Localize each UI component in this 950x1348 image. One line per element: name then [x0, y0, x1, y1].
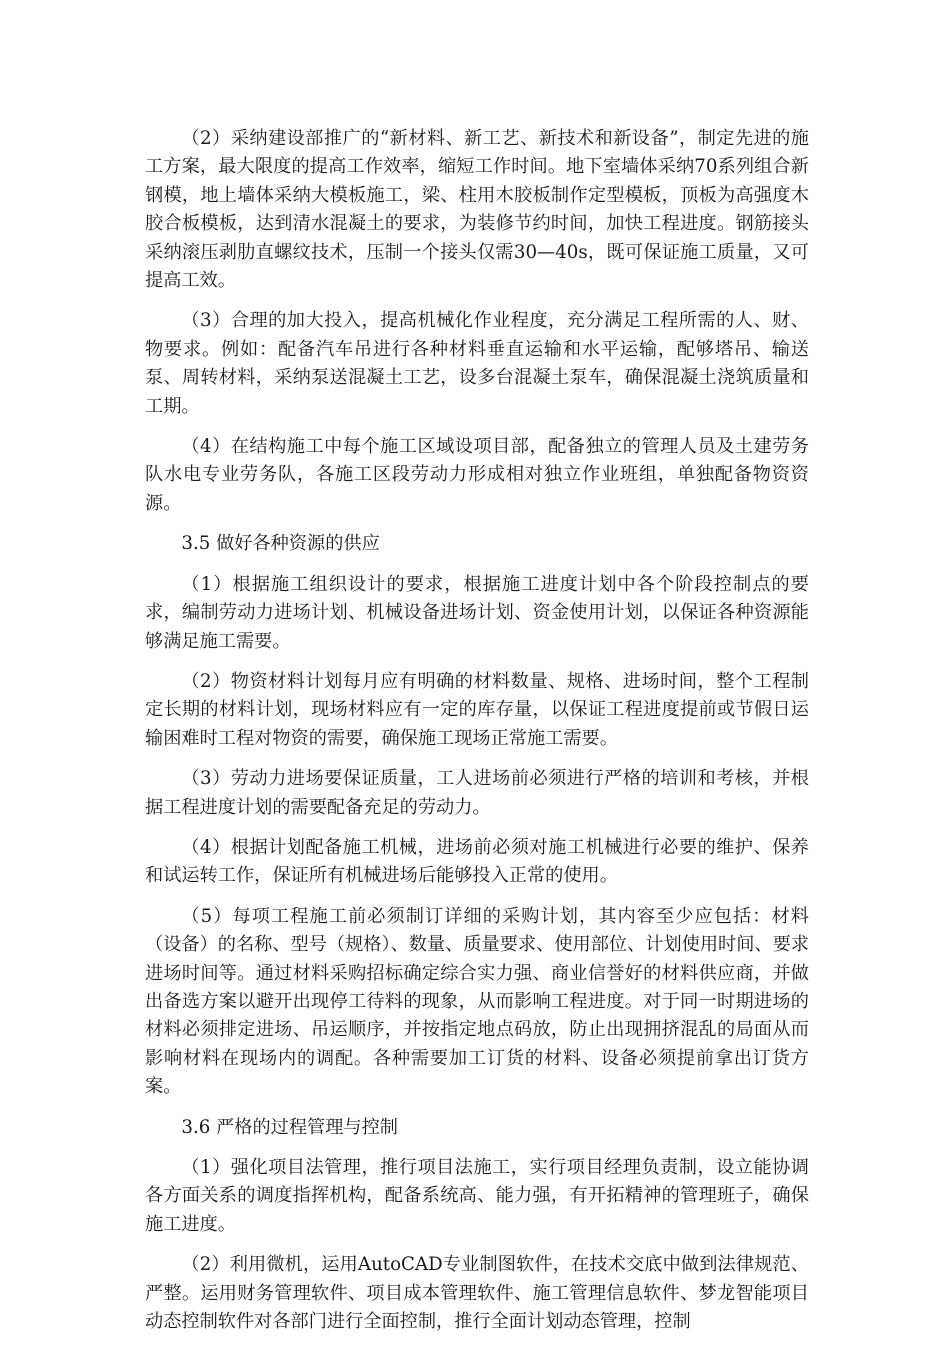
paragraph-software: （2）利用微机，运用AutoCAD专业制图软件，在技术交底中做到法律规范、严整。运用财务管理软件、项目成本管理软件、施工管理信息软件、梦龙智能项目动态控制软件对各部门进行全面控制，推行全面计划动态管理，控制	[145, 1254, 809, 1333]
paragraph-resource-plans: （1）根据施工组织设计的要求，根据施工进度计划中各个阶段控制点的要求，编制劳动力进场计划、机械设备进场计划、资金使用计划，以保证各种资源能够满足施工需要。	[145, 573, 809, 652]
paragraph-procurement: （5）每项工程施工前必须制订详细的采购计划，其内容至少应包括：材料（设备）的名称、型号（规格）、数量、质量要求、使用部位、计划使用时间、要求进场时间等。通过材料采购招标确定综合实力强、商业信誉好的材料供应商，并做出备选方案以避开出现停工待料的现象，从而影响工程进度。对于同一时期进场的材料必须排定进场、吊运顺序，并按指定地点码放，防止出现拥挤混乱的局面从而影响材料在现场内的调配。各种需要加工订货的材料、设备必须提前拿出订货方案。	[145, 905, 809, 1098]
paragraph-labor-quality: （3）劳动力进场要保证质量，工人进场前必须进行严格的培训和考核，并根据工程进度计划的需要配备充足的劳动力。	[145, 768, 809, 818]
paragraph-project-management: （1）强化项目法管理，推行项目法施工，实行项目经理负责制，设立能协调各方面关系的调度指挥机构，配备系统高、能力强，有开拓精神的管理班子，确保施工进度。	[145, 1157, 809, 1235]
document-body	[145, 125, 809, 1348]
paragraph-project-departments: （4）在结构施工中每个施工区域设项目部，配备独立的管理人员及土建劳务队水电专业劳务队，各施工区段劳动力形成相对独立作业班组，单独配备物资资源。	[145, 436, 809, 514]
section-heading-3-6: 3.6 严格的过程管理与控制	[181, 1116, 398, 1138]
section-heading-3-5: 3.5 做好各种资源的供应	[181, 533, 380, 555]
paragraph-machinery: （4）根据计划配备施工机械，进场前必须对施工机械进行必要的维护、保养和试运转工作，保证所有机械进场后能够投入正常的使用。	[145, 836, 809, 887]
paragraph-investment: （3）合理的加大投入，提高机械化作业程度，充分满足工程所需的人、财、物要求。例如：配备汽车吊进行各种材料垂直运输和水平运输，配够塔吊、输送泵、周转材料，采纳泵送混凝土工艺，设多台混凝土泵车，确保混凝土浇筑质量和工期。	[145, 310, 809, 417]
paragraph-new-technology: （2）采纳建设部推广的“新材料、新工艺、新技术和新设备”，制定先进的施工方案，最大限度的提高工作效率，缩短工作时间。地下室墙体采纳70系列组合新钢模，地上墙体采纳大模板施工，梁、柱用木胶板制作定型模板，顶板为高强度木胶合板模板，达到清水混凝土的要求，为装修节约时间，加快工程进度。钢筋接头采纳滚压剥肋直螺纹技术，压制一个接头仅需30—40s，既可保证施工质量，又可提高工效。	[145, 128, 809, 292]
paragraph-material-plans: （2）物资材料计划每月应有明确的材料数量、规格、进场时间，整个工程制定长期的材料计划，现场材料应有一定的库存量，以保证工程进度提前或节假日运输困难时工程对物资的需要，确保施工现场正常施工需要。	[145, 670, 809, 749]
